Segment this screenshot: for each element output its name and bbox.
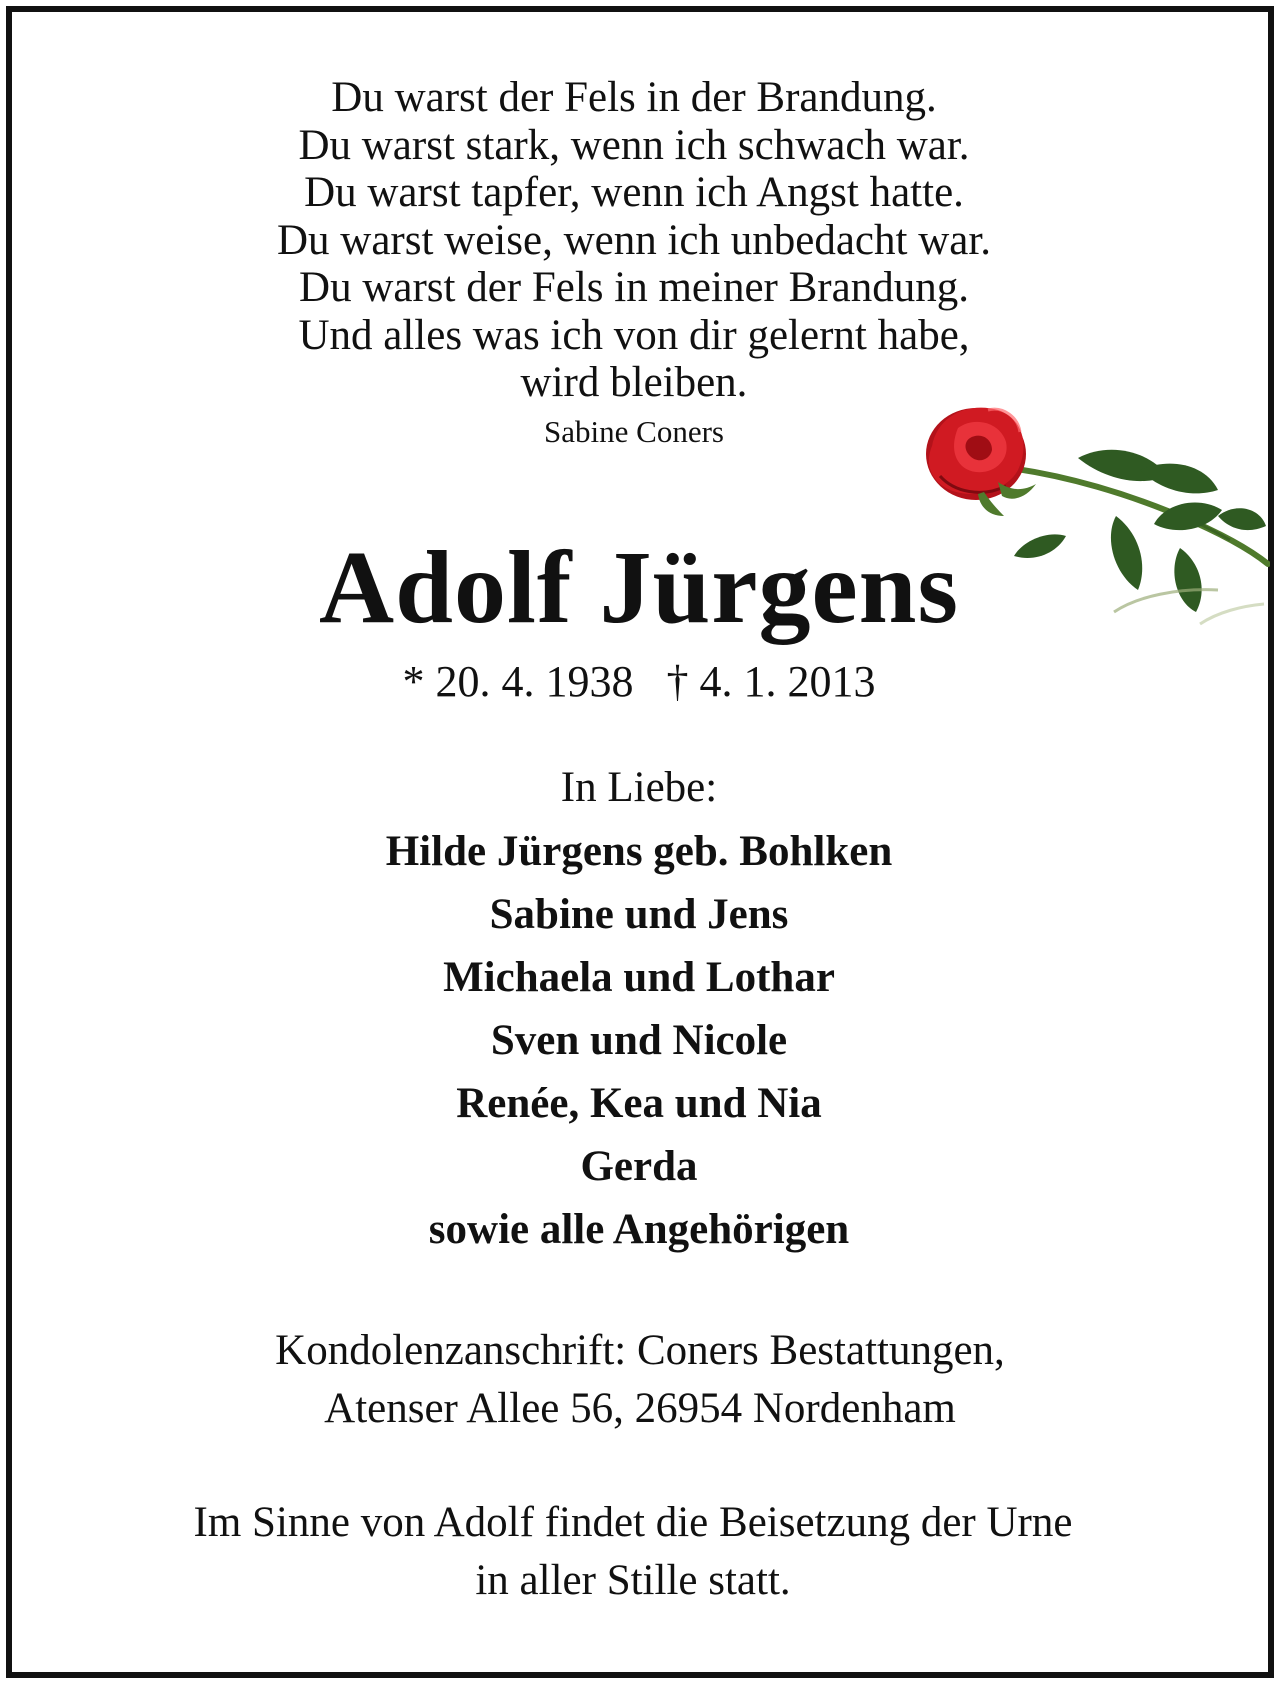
mourner-name: Gerda [580, 1143, 698, 1190]
mourner-name: sowie alle Angehörigen [428, 1206, 850, 1253]
poem-line: Und alles was ich von dir gelernt habe, [298, 311, 970, 359]
life-dates: * 20. 4. 1938 † 4. 1. 2013 [402, 657, 876, 706]
burial-line: in aller Stille statt. [475, 1557, 791, 1604]
poem-line: Du warst der Fels in der Brandung. [331, 74, 937, 121]
burial-line: Im Sinne von Adolf findet die Beisetzung der Urne [193, 1499, 1073, 1546]
mourner-name: Renée, Kea und Nia [456, 1080, 822, 1127]
mourner-list [160, 820, 1118, 1261]
poem-line: Du warst weise, wenn ich unbedacht war. [276, 216, 992, 264]
burial-notice [60, 1494, 1206, 1610]
deceased-name: Adolf Jürgens [319, 530, 959, 645]
poem-line: Du warst stark, wenn ich schwach war. [298, 121, 970, 169]
in-love-label: In Liebe: [560, 764, 718, 811]
mourner-name: Sabine und Jens [489, 891, 789, 938]
poem-line: Du warst der Fels in meiner Brandung. [299, 264, 969, 311]
condolence-line: Atenser Allee 56, 26954 Nordenham [324, 1385, 956, 1432]
poem-author: Sabine Coners [544, 413, 724, 449]
mourner-name: Sven und Nicole [490, 1017, 788, 1064]
condolence-address [100, 1322, 1180, 1438]
condolence-line: Kondolenzanschrift: Coners Bestattungen, [275, 1327, 1005, 1374]
poem-line: Du warst tapfer, wenn ich Angst hatte. [304, 169, 964, 216]
mourner-name: Hilde Jürgens geb. Bohlken [385, 828, 893, 875]
poem-line: wird bleiben. [520, 359, 748, 406]
memorial-poem [150, 74, 1118, 451]
mourner-name: Michaela und Lothar [443, 954, 835, 1001]
